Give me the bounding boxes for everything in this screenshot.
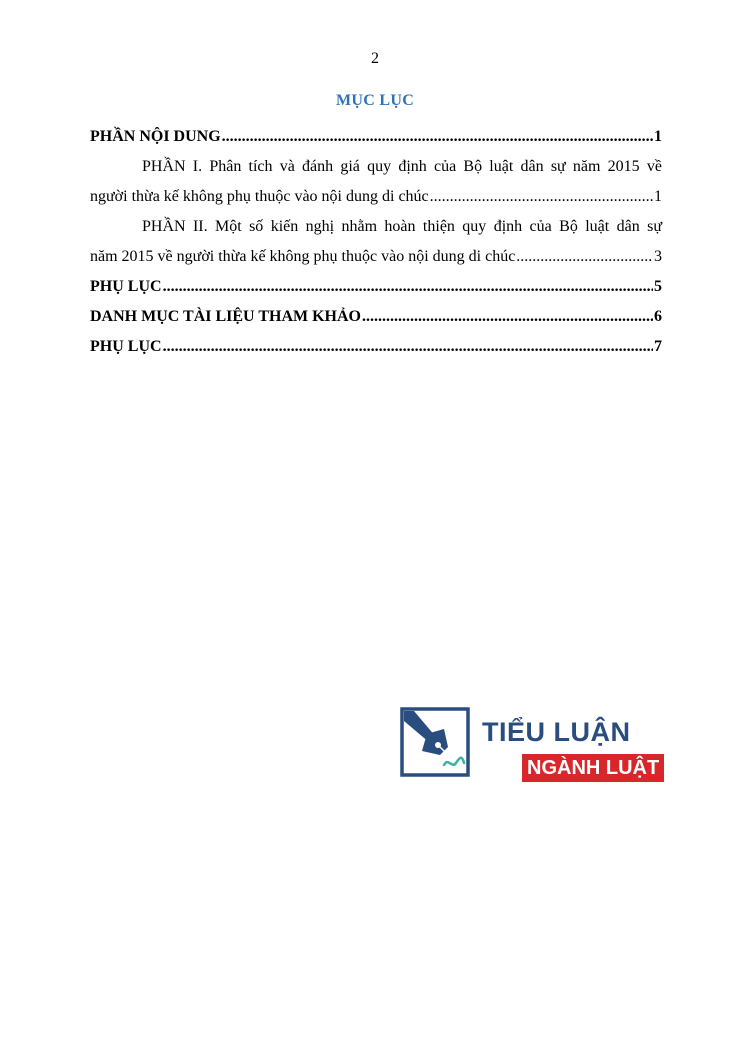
toc-entry-phan-1[interactable] (90, 152, 662, 212)
toc-entry-continuation (90, 242, 662, 272)
toc-entry-page: 6 (654, 308, 662, 325)
page-number: 2 (371, 50, 379, 67)
dot-leader (163, 272, 653, 302)
dot-leader (430, 182, 653, 212)
toc-entry-page: 5 (654, 278, 662, 295)
toc-entry-phu-luc-2[interactable] (90, 332, 662, 362)
dot-leader (362, 302, 653, 332)
dot-leader (163, 332, 653, 362)
toc-entry-label: PHỤ LỤC (90, 338, 162, 355)
toc-entry-noi-dung[interactable] (90, 122, 662, 152)
dot-leader (516, 242, 653, 272)
toc-entry-phu-luc[interactable] (90, 272, 662, 302)
toc-entry-text-line: PHẦN I. Phân tích và đánh giá quy định của Bộ luật dân sự năm 2015 về (142, 158, 662, 175)
toc-entry-label: DANH MỤC TÀI LIỆU THAM KHẢO (90, 308, 361, 325)
logo-title: TIỂU LUẬN (482, 717, 631, 747)
toc-entry-text-line: người thừa kế không phụ thuộc vào nội dung di chúc (90, 188, 429, 205)
toc-entry-page: 7 (654, 338, 662, 355)
table-of-contents (90, 122, 662, 362)
toc-entry-text-line: PHẦN II. Một số kiến nghị nhằm hoàn thiện quy định của Bộ luật dân sự (142, 218, 662, 235)
logo-subtitle: NGÀNH LUẬT (522, 754, 664, 782)
pen-nib-icon (400, 707, 470, 777)
toc-entry-phan-2[interactable] (90, 212, 662, 272)
toc-entry-text-line: năm 2015 về người thừa kế không phụ thuộc vào nội dung di chúc (90, 248, 516, 265)
toc-entry-label: PHỤ LỤC (90, 278, 162, 295)
toc-entry-page: 1 (654, 188, 662, 205)
toc-title: MỤC LỤC (335, 92, 415, 109)
logo (400, 707, 660, 787)
toc-entry-page: 3 (654, 248, 662, 265)
toc-entry-continuation (90, 182, 662, 212)
toc-entry-label: PHẦN NỘI DUNG (90, 128, 221, 145)
dot-leader (222, 122, 653, 152)
toc-entry-tai-lieu-tham-khao[interactable] (90, 302, 662, 332)
toc-entry-page: 1 (654, 128, 662, 145)
